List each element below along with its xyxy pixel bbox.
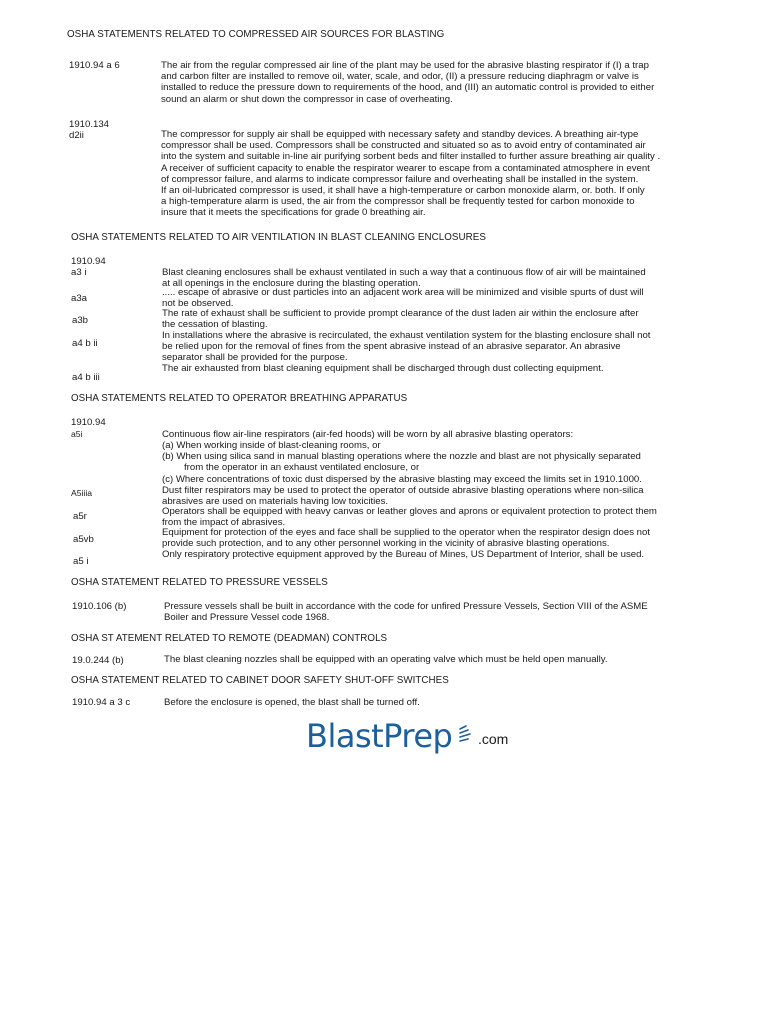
reference-code: 1910.94 a 6 (69, 60, 120, 71)
statement-text: The blast cleaning nozzles shall be equipped with an operating valve which must be held open manually. (164, 654, 608, 665)
reference-code: 1910.94 a 3 c (72, 697, 131, 708)
statement-list-item: from the operator in an exhaust ventilated enclosure, or (184, 462, 420, 473)
statement-text: Pressure vessels shall be built in accordance with the code for unfired Pressure Vessels, Section VIII of the ASME Boiler and Pressure Vessel code 1968. (164, 601, 648, 624)
spray-lines-icon (458, 724, 478, 746)
statement-text: The rate of exhaust shall be sufficient to provide prompt clearance of the dust laden air within the enclosure after the cessation of blasting. (162, 308, 639, 331)
statement-text: ..... escape of abrasive or dust particles into an adjacent work area will be minimized and visible spurts of dust will not be observed. (162, 287, 644, 310)
section-heading-pressure-vessels: OSHA STATEMENT RELATED TO PRESSURE VESSELS (71, 577, 328, 588)
statement-list-item: (b) When using silica sand in manual blasting operations where the nozzle and blast are not physically separated (162, 451, 641, 462)
statement-text: The compressor for supply air shall be equipped with necessary safety and standby devices. A breathing air-type compressor shall be used. Compressors shall be constructed and situated so as to avoid entry of contaminated air into the system and suitable in-line air purifying sorbent beds and filter installed to further assure breathing air quality . A receiver of sufficient capacity to enable the respirator wearer to escape from a contaminated atmosphere in event of compressor failure, and alarms to indicate compressor failure and overheating shall be installed in the system. If an oil-lubricated compressor is used, it shall have a high-temperature or carbon monoxide alarm, or. both. If only a high-temperature alarm is used, the air from the compressor shall be frequently tested for carbon monoxide to insure that it meets the specifications for grade 0 breathing air. (161, 129, 661, 219)
section-heading-deadman: OSHA ST ATEMENT RELATED TO REMOTE (DEADMAN) CONTROLS (71, 633, 388, 644)
section-heading-breathing: OSHA STATEMENTS RELATED TO OPERATOR BREATHING APPARATUS (71, 393, 408, 404)
statement-text: In installations where the abrasive is recirculated, the exhaust ventilation system for the blasting enclosure shall not be relied upon for the removal of fines from the spent abrasive instead of an abrasive separator. An abrasive separator shall be provided for the purpose. (162, 330, 651, 364)
logo-domain-suffix: .com (478, 731, 509, 747)
reference-code: a3b (72, 315, 89, 326)
statement-text: Operators shall be equipped with heavy canvas or leather gloves and aprons or equivalent protection to protect them from the impact of abrasives. (162, 506, 657, 529)
reference-code: a5vb (73, 534, 94, 545)
reference-code: a4 b ii (72, 338, 98, 349)
reference-code: d2ii (69, 130, 84, 141)
reference-code: A5iiia (71, 488, 93, 498)
blastprep-logo (306, 716, 526, 760)
section-heading-cabinet-door: OSHA STATEMENT RELATED TO CABINET DOOR SAFETY SHUT-OFF SWITCHES (71, 675, 449, 686)
statement-text: Continuous flow air-line respirators (air-fed hoods) will be worn by all abrasive blasting operators: (162, 429, 574, 440)
reference-code: a3a (71, 293, 88, 304)
section-heading-ventilation: OSHA STATEMENTS RELATED TO AIR VENTILATION IN BLAST CLEANING ENCLOSURES (71, 232, 486, 243)
reference-code: a3 i (71, 267, 87, 278)
reference-code: a5r (73, 511, 87, 522)
statement-text: Before the enclosure is opened, the blast shall be turned off. (164, 697, 420, 708)
statement-text: Dust filter respirators may be used to protect the operator of outside abrasive blasting operations where non-silica abrasives are used on materials having low toxicities. (162, 485, 644, 508)
section-heading-compressed-air: OSHA STATEMENTS RELATED TO COMPRESSED AIR SOURCES FOR BLASTING (67, 29, 445, 40)
reference-code: 19.0.244 (b) (72, 655, 124, 666)
statement-list-item: (c) Where concentrations of toxic dust dispersed by the abrasive blasting may exceed the limits set in 1910.1000. (162, 474, 642, 485)
reference-code: 1910.134 (69, 119, 110, 130)
reference-code: a5 i (73, 556, 89, 567)
statement-list-item: (a) When working inside of blast-cleaning rooms, or (162, 440, 381, 451)
statement-text: The air exhausted from blast cleaning equipment shall be discharged through dust collecting equipment. (162, 363, 604, 374)
section-reference: 1910.94 (71, 417, 106, 428)
logo-wordmark: BlastPrep (306, 717, 453, 755)
statement-text: The air from the regular compressed air line of the plant may be used for the abrasive blasting respirator if (I) a trap and carbon filter are installed to remove oil, water, scale, and odor, (II) a pressure reducing diaphragm or valve is installed to reduce the pressure down to requirements of the hood, and (III) an automatic control is provided to either sound an alarm or shut down the compressor in case of overheating. (161, 60, 655, 105)
reference-code: 1910.106 (b) (72, 601, 127, 612)
statement-text: Only respiratory protective equipment approved by the Bureau of Mines, US Department of Interior, shall be used. (162, 549, 645, 560)
statement-text: Equipment for protection of the eyes and face shall be supplied to the operator when the respirator design does not provide such protection, and to any other personnel working in the vicinity of abrasive blasting operations. (162, 527, 650, 550)
section-reference: 1910.94 (71, 256, 106, 267)
reference-code: a5i (71, 429, 83, 439)
statement-text: Blast cleaning enclosures shall be exhaust ventilated in such a way that a continuous flow of air will be maintained at all openings in the enclosure during the blasting operation. (162, 267, 646, 290)
reference-code: a4 b iii (72, 372, 100, 383)
